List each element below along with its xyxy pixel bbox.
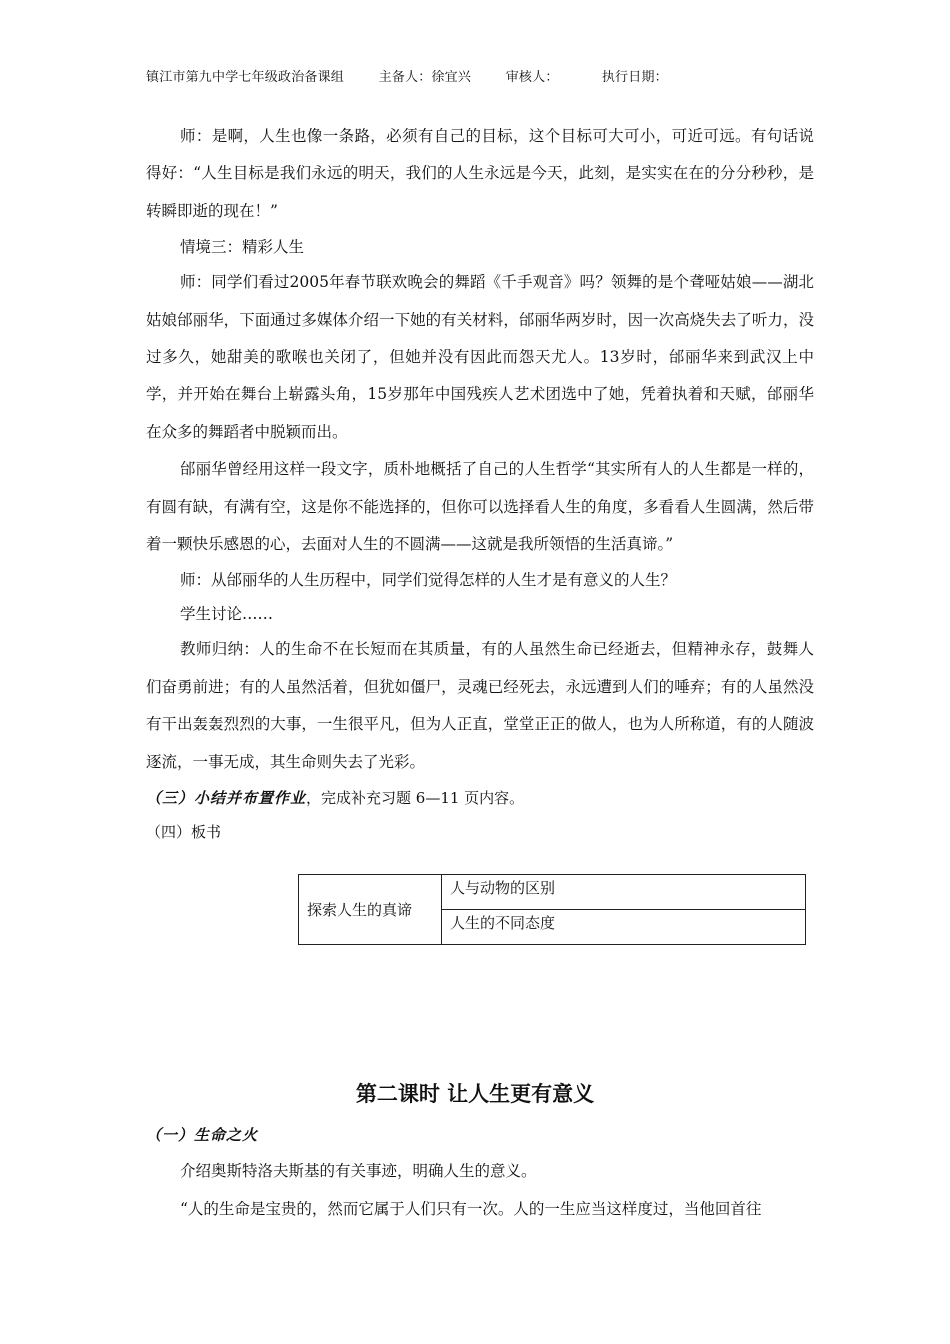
board-point-2: 人生的不同态度 [442, 910, 806, 945]
homework-line [146, 781, 814, 815]
paragraph-discussion: 学生讨论…… [180, 605, 274, 624]
paragraph-teacher-goal: 师：是啊，人生也像一条路，必须有自己的目标，这个目标可大可小，可近可远。有句话说得好：“人生目标是我们永远的明天，我们的人生永远是今天，此刻，是实实在在的分分秒秒，是转瞬即逝的现在！” [146, 127, 814, 220]
paragraph-quote: “人的生命是宝贵的，然而它属于人们只有一次。人的一生应当这样度过，当他回首往 [180, 1200, 762, 1218]
paragraph-intro: 介绍奥斯特洛夫斯基的有关事迹，明确人生的意义。 [180, 1162, 537, 1180]
board-heading: （四）板书 [146, 823, 222, 842]
board-main-topic: 探索人生的真谛 [299, 875, 442, 945]
page-header: 镇江市第九中学七年级政治备课组 主备人：徐宜兴 审核人： 执行日期： [146, 70, 668, 85]
paragraph-question: 师：从邰丽华的人生历程中，同学们觉得怎样的人生才是有意义的人生？ [180, 571, 677, 590]
table-row [299, 875, 806, 910]
lesson-title: 第二课时 让人生更有意义 [355, 1082, 595, 1106]
main-text [146, 118, 814, 849]
paragraph-tai-lihua: 师：同学们看过2005年春节联欢晚会的舞蹈《千手观音》吗？领舞的是个聋哑姑娘——湖北姑娘邰丽华，下面通过多媒体介绍一下她的有关材料，邰丽华两岁时，因一次高烧失去了听力，没过多久，她甜美的歌喉也关闭了，但她并没有因此而怨天尤人。13岁时，邰丽华来到武汉上中学，并开始在舞台上崭露头角，15岁那年中国残疾人艺术团选中了她，凭着执着和天赋，邰丽华在众多的舞蹈者中脱颖而出。 [146, 273, 814, 441]
paragraph-summary: 教师归纳：人的生命不在长短而在其质量，有的人虽然生命已经逝去，但精神永存，鼓舞人们奋勇前进；有的人虽然活着，但犹如僵尸，灵魂已经死去，永远遭到人们的唾弃；有的人虽然没有干出轰轰烈烈的大事，一生很平凡，但为人正直，堂堂正正的做人，也为人所称道，有的人随波逐流，一事无成，其生命则失去了光彩。 [146, 640, 814, 771]
board-table [298, 874, 806, 945]
lesson-two-text [146, 1118, 814, 1228]
homework-text: ，完成补充习题 6—11 页内容。 [306, 789, 525, 808]
paragraph-scenario-three: 情境三：精彩人生 [180, 238, 305, 257]
homework-heading: （三）小结并布置作业 [146, 789, 307, 808]
paragraph-life-philosophy: 邰丽华曾经用这样一段文字，质朴地概括了自己的人生哲学“其实所有人的人生都是一样的，有圆有缺，有满有空，这是你不能选择的，但你可以选择看人生的角度，多看看人生圆满，然后带着一颗快乐感恩的心，去面对人生的不圆满——这就是我所领悟的生活真谛。” [146, 460, 814, 554]
board-point-1: 人与动物的区别 [442, 875, 806, 910]
section-heading: （一）生命之火 [146, 1126, 259, 1144]
